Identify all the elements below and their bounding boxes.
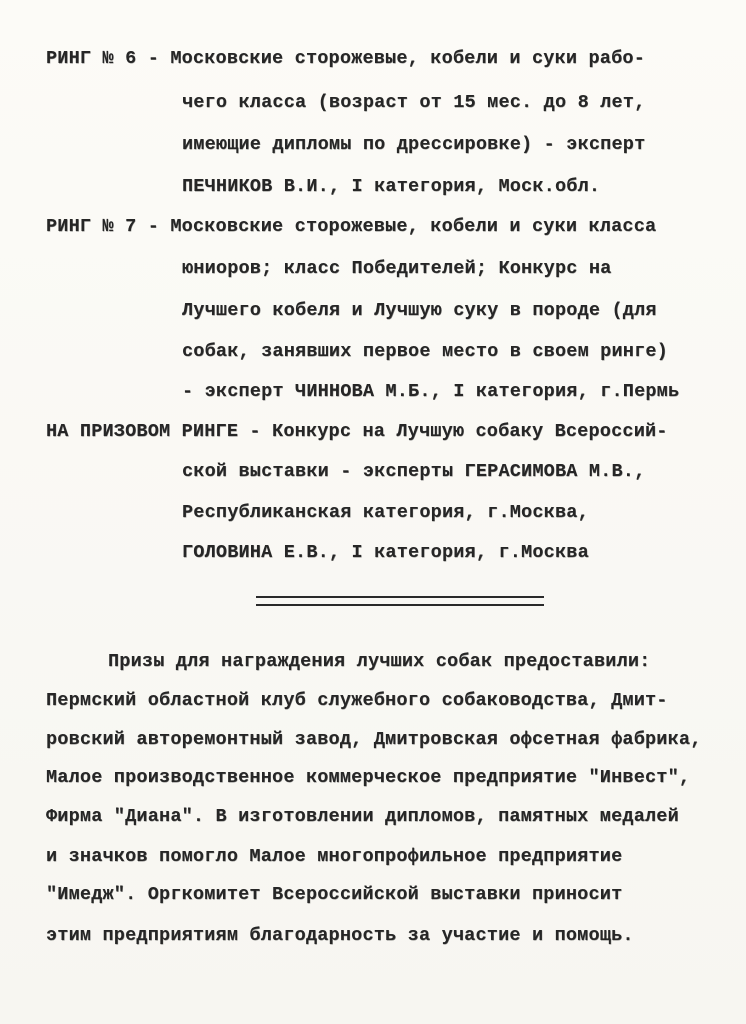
prizes-line-8: этим предприятиям благодарность за участие и помощь.	[46, 925, 634, 946]
prizes-line-6: и значков помогло Малое многопрофильное предприятие	[46, 846, 623, 867]
prizes-line-5: Фирма "Диана". В изготовлении дипломов, памятных медалей	[46, 806, 679, 827]
separator-rule-bottom	[256, 604, 544, 606]
prize-ring-line-3: Республиканская категория, г.Москва,	[182, 502, 589, 523]
prizes-line-4: Малое производственное коммерческое предприятие "Инвест",	[46, 767, 691, 788]
ring-6-line-3: имеющие дипломы по дрессировке) - эксперт	[182, 134, 646, 155]
prize-ring-line-2: ской выставки - эксперты ГЕРАСИМОВА М.В.,	[182, 461, 646, 482]
prizes-line-2: Пермский областной клуб служебного собаководства, Дмит-	[46, 690, 668, 711]
ring-7-line-3: Лучшего кобеля и Лучшую суку в породе (для	[182, 300, 657, 321]
prizes-line-3: ровский авторемонтный завод, Дмитровская офсетная фабрика,	[46, 729, 702, 750]
ring-7-line-2: юниоров; класс Победителей; Конкурс на	[182, 258, 612, 279]
ring-6-line-1: РИНГ № 6 - Московские сторожевые, кобели и суки рабо-	[46, 48, 645, 69]
ring-7-line-4: собак, занявших первое место в своем ринге)	[182, 341, 668, 362]
ring-7-line-1: РИНГ № 7 - Московские сторожевые, кобели и суки класса	[46, 216, 657, 237]
ring-6-line-2: чего класса (возраст от 15 мес. до 8 лет,	[182, 92, 646, 113]
prize-ring-line-1: НА ПРИЗОВОМ РИНГЕ - Конкурс на Лучшую собаку Всероссий-	[46, 421, 668, 442]
prizes-line-1: Призы для награждения лучших собак предоставили:	[108, 651, 651, 672]
separator-rule-top	[256, 596, 544, 598]
prizes-line-7: "Имедж". Оргкомитет Всероссийской выставки приносит	[46, 884, 623, 905]
ring-7-line-5: - эксперт ЧИННОВА М.Б., I категория, г.Пермь	[182, 381, 680, 402]
prize-ring-line-4: ГОЛОВИНА Е.В., I категория, г.Москва	[182, 542, 589, 563]
ring-6-line-4: ПЕЧНИКОВ В.И., I категория, Моск.обл.	[182, 176, 601, 197]
